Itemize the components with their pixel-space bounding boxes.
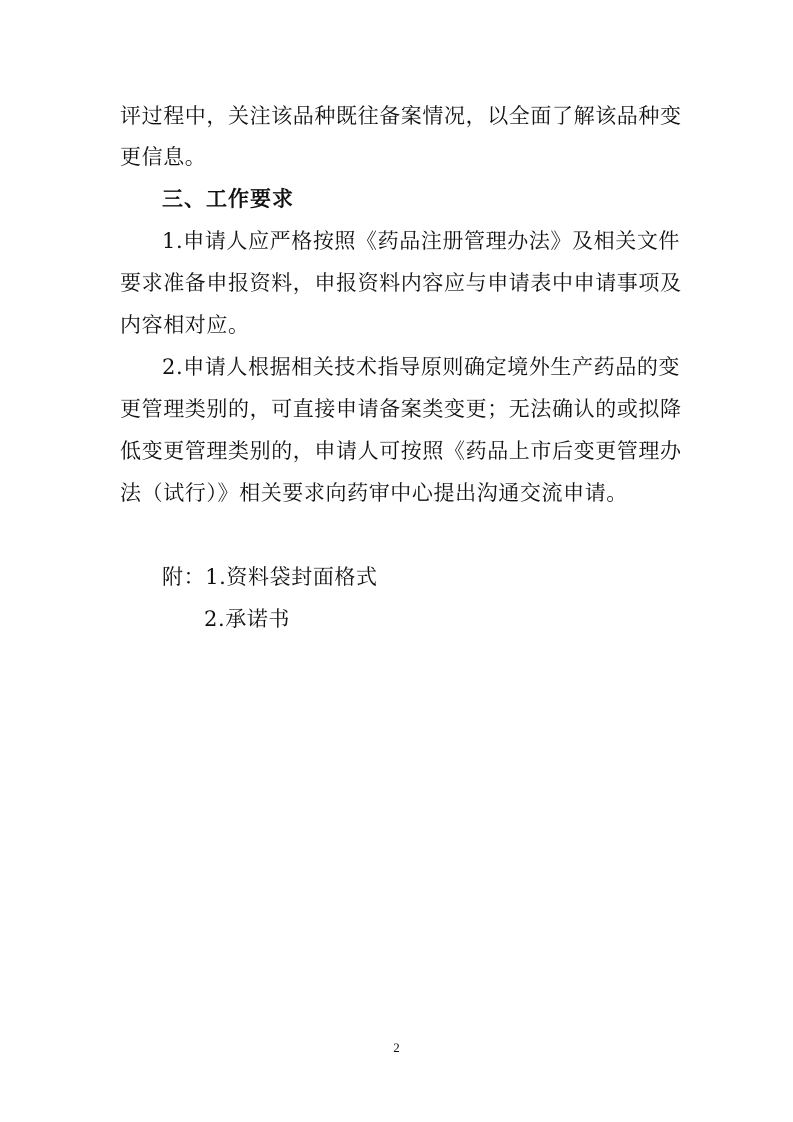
item-1-line-3: 内容相对应。 bbox=[120, 313, 250, 337]
attachments-line-2: 2.承诺书 bbox=[204, 607, 291, 631]
paragraph-1-line-2: 更信息。 bbox=[120, 145, 207, 169]
section-3-heading: 三、工作要求 bbox=[162, 187, 294, 211]
page-number: 2 bbox=[393, 1040, 400, 1055]
item-2-line-4: 法（试行）》相关要求向药审中心提出沟通交流申请。 bbox=[120, 481, 628, 505]
item-1-line-1: 1.申请人应严格按照《药品注册管理办法》及相关文件 bbox=[162, 229, 681, 253]
item-2-line-2: 更管理类别的，可直接申请备案类变更；无法确认的或拟降 bbox=[120, 397, 682, 421]
item-1-line-2: 要求准备申报资料，申报资料内容应与申请表中申请事项及 bbox=[120, 271, 682, 295]
paragraph-1-line-1: 评过程中，关注该品种既往备案情况，以全面了解该品种变 bbox=[120, 104, 682, 128]
attachments-line-1: 附：1.资料袋封面格式 bbox=[162, 565, 378, 589]
item-2-line-3: 低变更管理类别的，申请人可按照《药品上市后变更管理办 bbox=[120, 439, 682, 463]
item-2-line-1: 2.申请人根据相关技术指导原则确定境外生产药品的变 bbox=[162, 355, 681, 379]
